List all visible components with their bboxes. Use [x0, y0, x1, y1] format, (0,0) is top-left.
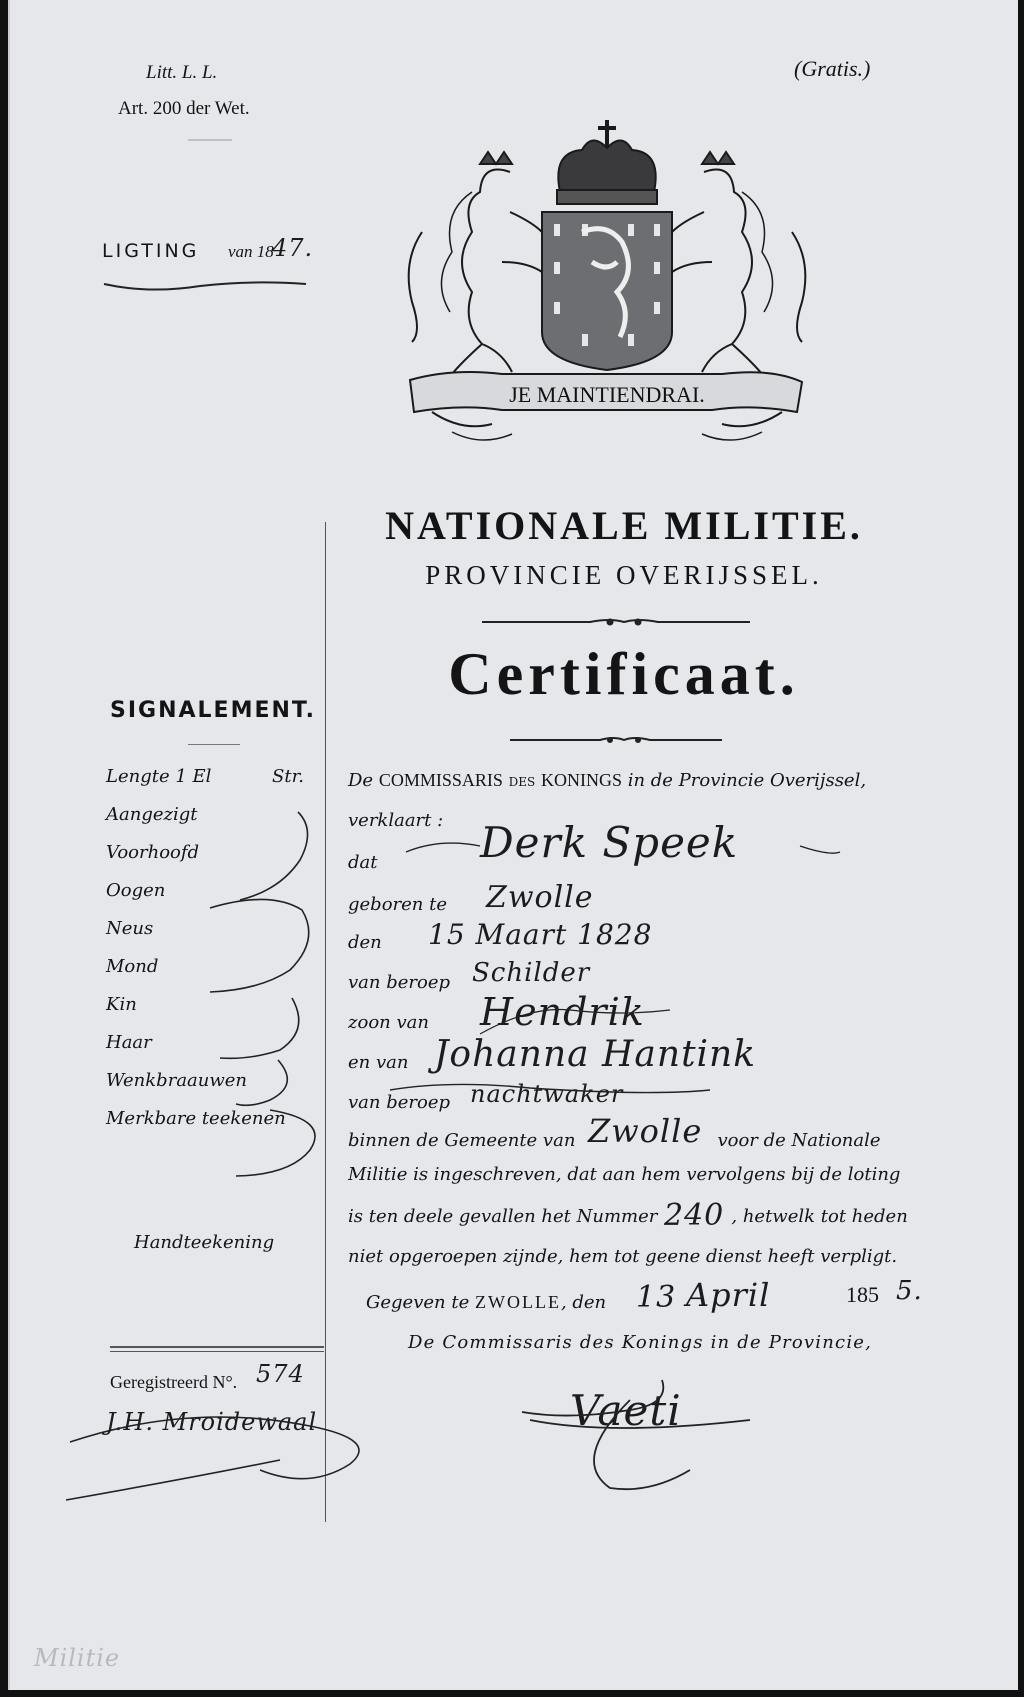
- declaration-line: De COMMISSARIS DES KONINGS in de Provincie Overijssel,: [348, 770, 867, 791]
- gegeven-line: Gegeven te ZWOLLE, den: [366, 1292, 607, 1313]
- year-handwritten: 5.: [896, 1276, 923, 1306]
- title-divider-lower: [510, 738, 722, 740]
- nummer-line: is ten deele gevallen het Nummer , hetwelk tot heden: [348, 1206, 908, 1227]
- litt-reference: Litt. L. L.: [146, 62, 218, 83]
- en-van-label: en van: [348, 1052, 409, 1073]
- signalement-heading: SIGNALEMENT.: [110, 698, 316, 723]
- title-divider-upper: [482, 620, 750, 622]
- column-divider: [325, 522, 326, 1522]
- signalement-label: Neus: [106, 918, 154, 939]
- handteekening-label: Handteekening: [134, 1232, 275, 1253]
- margin-note: Militie: [34, 1644, 121, 1672]
- signalement-rule: [188, 744, 240, 745]
- militie-line: Militie is ingeschreven, dat aan hem vervolgens bij de loting: [348, 1164, 901, 1185]
- commissaris-signature: Vaeti: [570, 1386, 682, 1435]
- title-nationale-militie: NATIONALE MILITIE.: [385, 503, 863, 548]
- signalement-label: Kin: [106, 994, 137, 1015]
- article-reference: Art. 200 der Wet.: [118, 98, 250, 119]
- handwritten-gemeente: Zwolle: [588, 1112, 703, 1150]
- signalement-label: Lengte 1 El: [106, 766, 212, 787]
- handwritten-nummer: 240: [664, 1198, 725, 1233]
- verpligt-line: niet opgeroepen zijnde, hem tot geene dienst heeft verpligt.: [348, 1246, 898, 1267]
- signalement-label: Mond: [106, 956, 159, 977]
- signalement-label: Voorhoofd: [106, 842, 200, 863]
- verklaart-label: verklaart :: [348, 810, 444, 831]
- mother-beroep-label: van beroep: [348, 1092, 451, 1113]
- handwritten-birth-date: 15 Maart 1828: [428, 918, 653, 951]
- ligting-flourish: [104, 282, 306, 289]
- handwritten-name: Derk Speek: [480, 818, 739, 867]
- handwritten-issue-day: 13: [636, 1280, 677, 1315]
- ligting-label: LIGTING: [102, 240, 200, 262]
- registered-number: 574: [256, 1360, 305, 1388]
- signalement-label: Haar: [106, 1032, 152, 1053]
- geboren-te-label: geboren te: [348, 894, 447, 915]
- signalement-label: Wenkbraauwen: [106, 1070, 248, 1091]
- handwritten-mother-occupation: nachtwaker: [470, 1080, 624, 1108]
- crest-motto: JE MAINTIENDRAI.: [509, 382, 705, 407]
- commissaris-footer: De Commissaris des Konings in de Provincie,: [408, 1332, 873, 1353]
- zoon-van-label: zoon van: [348, 1012, 429, 1033]
- registrar-signature: J.H. Mroidewaal: [106, 1408, 318, 1436]
- handwritten-father: Hendrik: [480, 990, 645, 1034]
- den-label: den: [348, 932, 382, 953]
- beroep-label: van beroep: [348, 972, 451, 993]
- signalement-str-label: Str.: [272, 766, 304, 787]
- dat-label: dat: [348, 852, 378, 873]
- royal-coat-of-arms-icon: [392, 112, 822, 482]
- handwritten-mother: Johanna Hantink: [434, 1034, 757, 1075]
- registration-rule-thin: [110, 1351, 324, 1352]
- signalement-label: Oogen: [106, 880, 166, 901]
- ligting-year-handwritten: 47.: [272, 234, 314, 262]
- registered-label: Geregistreerd N°.: [110, 1372, 238, 1392]
- signalement-label: Merkbare teekenen: [106, 1108, 286, 1129]
- ligting-van: van 18: [228, 242, 274, 261]
- year-printed: 185: [846, 1282, 879, 1307]
- gratis-note: (Gratis.): [794, 56, 871, 81]
- registration-rule: [110, 1346, 324, 1348]
- title-certificaat: Certificaat.: [448, 641, 800, 707]
- certificate-sheet: [8, 0, 1018, 1690]
- handwritten-birthplace: Zwolle: [486, 880, 594, 915]
- handwritten-issue-month: April: [686, 1276, 771, 1314]
- gemeente-line: binnen de Gemeente van voor de Nationale: [348, 1130, 881, 1151]
- title-province: PROVINCIE OVERIJSSEL.: [425, 560, 823, 590]
- signalement-label: Aangezigt: [106, 804, 198, 825]
- handwritten-occupation: Schilder: [472, 958, 591, 988]
